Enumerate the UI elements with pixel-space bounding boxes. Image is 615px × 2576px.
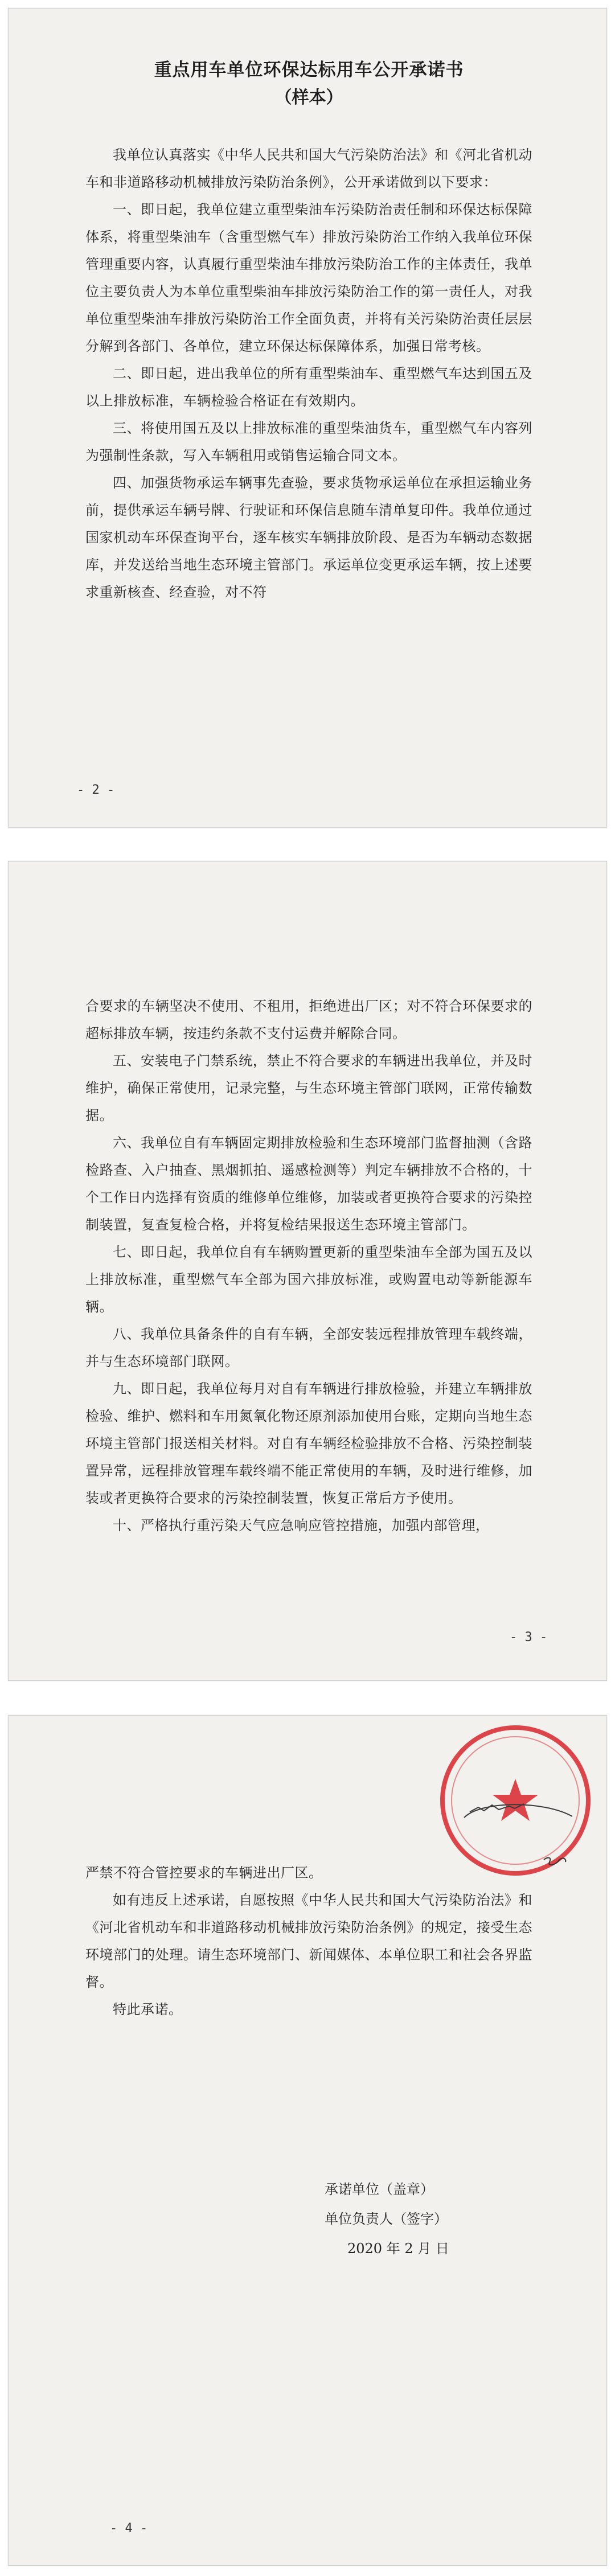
paragraph: 七、即日起，我单位自有车辆购置更新的重型柴油车全部为国五及以上排放标准，重型燃气车全部为国六排放标准，或购置电动等新能源车辆。 [85, 1244, 532, 1315]
signature-date: 2020 年 2 月 日 [347, 2241, 449, 2257]
paragraph: 五、安装电子门禁系统，禁止不符合要求的车辆进出我单位，并及时维护，确保正常使用，记录完整，与生态环境主管部门联网，正常传输数据。 [85, 1053, 532, 1123]
page-2-body [85, 55, 532, 606]
page-number: - 2 - [77, 783, 115, 797]
signature-person-label: 单位负责人（签字） [325, 2211, 448, 2227]
paragraph: 六、我单位自有车辆固定期排放检验和生态环境部门监督抽测（含路检路查、入户抽查、黑烟抓拍、遥感检测等）判定车辆排放不合格的，十个工作日内选择有资质的维修单位维修，加装或者更换符合要求的污染控制装置，复查复检合格，并将复检结果报送生态环境主管部门。 [85, 1135, 532, 1233]
paragraph: 特此承诺。 [113, 2001, 183, 2017]
page-3-body [85, 992, 532, 1539]
paragraph: 十、严格执行重污染天气应急响应管控措施，加强内部管理， [113, 1517, 490, 1533]
paragraph: 九、即日起，我单位每月对自有车辆进行排放检验，并建立车辆排放检验、维护、燃料和车用氮氧化物还原剂添加使用台账，定期向当地生态环境主管部门报送相关材料。对自有车辆经检验排放不合格、污染控制装置异常，远程排放管理车载终端不能正常使用的车辆，及时进行维修，加装或者更换符合要求的污染控制装置，恢复正常后方予使用。 [85, 1381, 532, 1506]
document-page-2 [8, 8, 607, 828]
paragraph: 四、加强货物承运车辆事先查验，要求货物承运单位在承担运输业务前，提供承运车辆号牌、行驶证和环保信息随车清单复印件。我单位通过国家机动车环保查询平台，逐车核实车辆排放阶段、是否为车辆动态数据库，并发送给当地生态环境主管部门。承运单位变更承运车辆，按上述要求重新核查、经查验，对不符 [85, 475, 532, 600]
document-page-3 [8, 861, 607, 1681]
page-number: - 3 - [510, 1630, 548, 1644]
document-title: 重点用车单位环保达标用车公开承诺书 [154, 60, 464, 80]
paragraph: 严禁不符合管控要求的车辆进出厂区。 [85, 1865, 323, 1881]
signature-unit-label: 承诺单位（盖章） [325, 2181, 434, 2197]
document-subtitle: （样本） [274, 88, 343, 108]
paragraph: 我单位认真落实《中华人民共和国大气污染防治法》和《河北省机动车和非道路移动机械排放污染防治条例》，公开承诺做到以下要求： [85, 147, 532, 190]
seal-icon [430, 1715, 601, 1888]
paragraph: 三、将使用国五及以上排放标准的重型柴油货车，重型燃气车内容列为强制性条款，写入车辆租用或销售运输合同文本。 [85, 420, 532, 463]
paragraph: 合要求的车辆坚决不使用、不租用，拒绝进出厂区；对不符合环保要求的超标排放车辆，按违约条款不支付运费并解除合同。 [85, 998, 532, 1041]
signature-block [325, 2175, 564, 2263]
page-number: - 4 - [110, 2521, 148, 2536]
paragraph: 一、即日起，我单位建立重型柴油车污染防治责任制和环保达标保障体系，将重型柴油车（含重型燃气车）排放污染防治工作纳入我单位环保管理重要内容，认真履行重型柴油车排放污染防治工作的主体责任，我单位主要负责人为本单位重型柴油车排放污染防治工作的第一责任人，对我单位重型柴油车排放污染防治工作全面负责，并将有关污染防治责任层层分解到各部门、各单位，建立环保达标保障体系，加强日常考核。 [85, 202, 532, 354]
paragraph: 如有违反上述承诺，自愿按照《中华人民共和国大气污染防治法》和《河北省机动车和非道路移动机械排放污染防治条例》的规定，接受生态环境部门的处理。请生态环境部门、新闻媒体、本单位职工和社会各界监督。 [85, 1892, 532, 1990]
paragraph: 二、即日起，进出我单位的所有重型柴油车、重型燃气车达到国五及以上排放标准，车辆检验合格证在有效期内。 [85, 366, 532, 409]
paragraph: 八、我单位具备条件的自有车辆，全部安装远程排放管理车载终端，并与生态环境部门联网。 [85, 1326, 532, 1369]
